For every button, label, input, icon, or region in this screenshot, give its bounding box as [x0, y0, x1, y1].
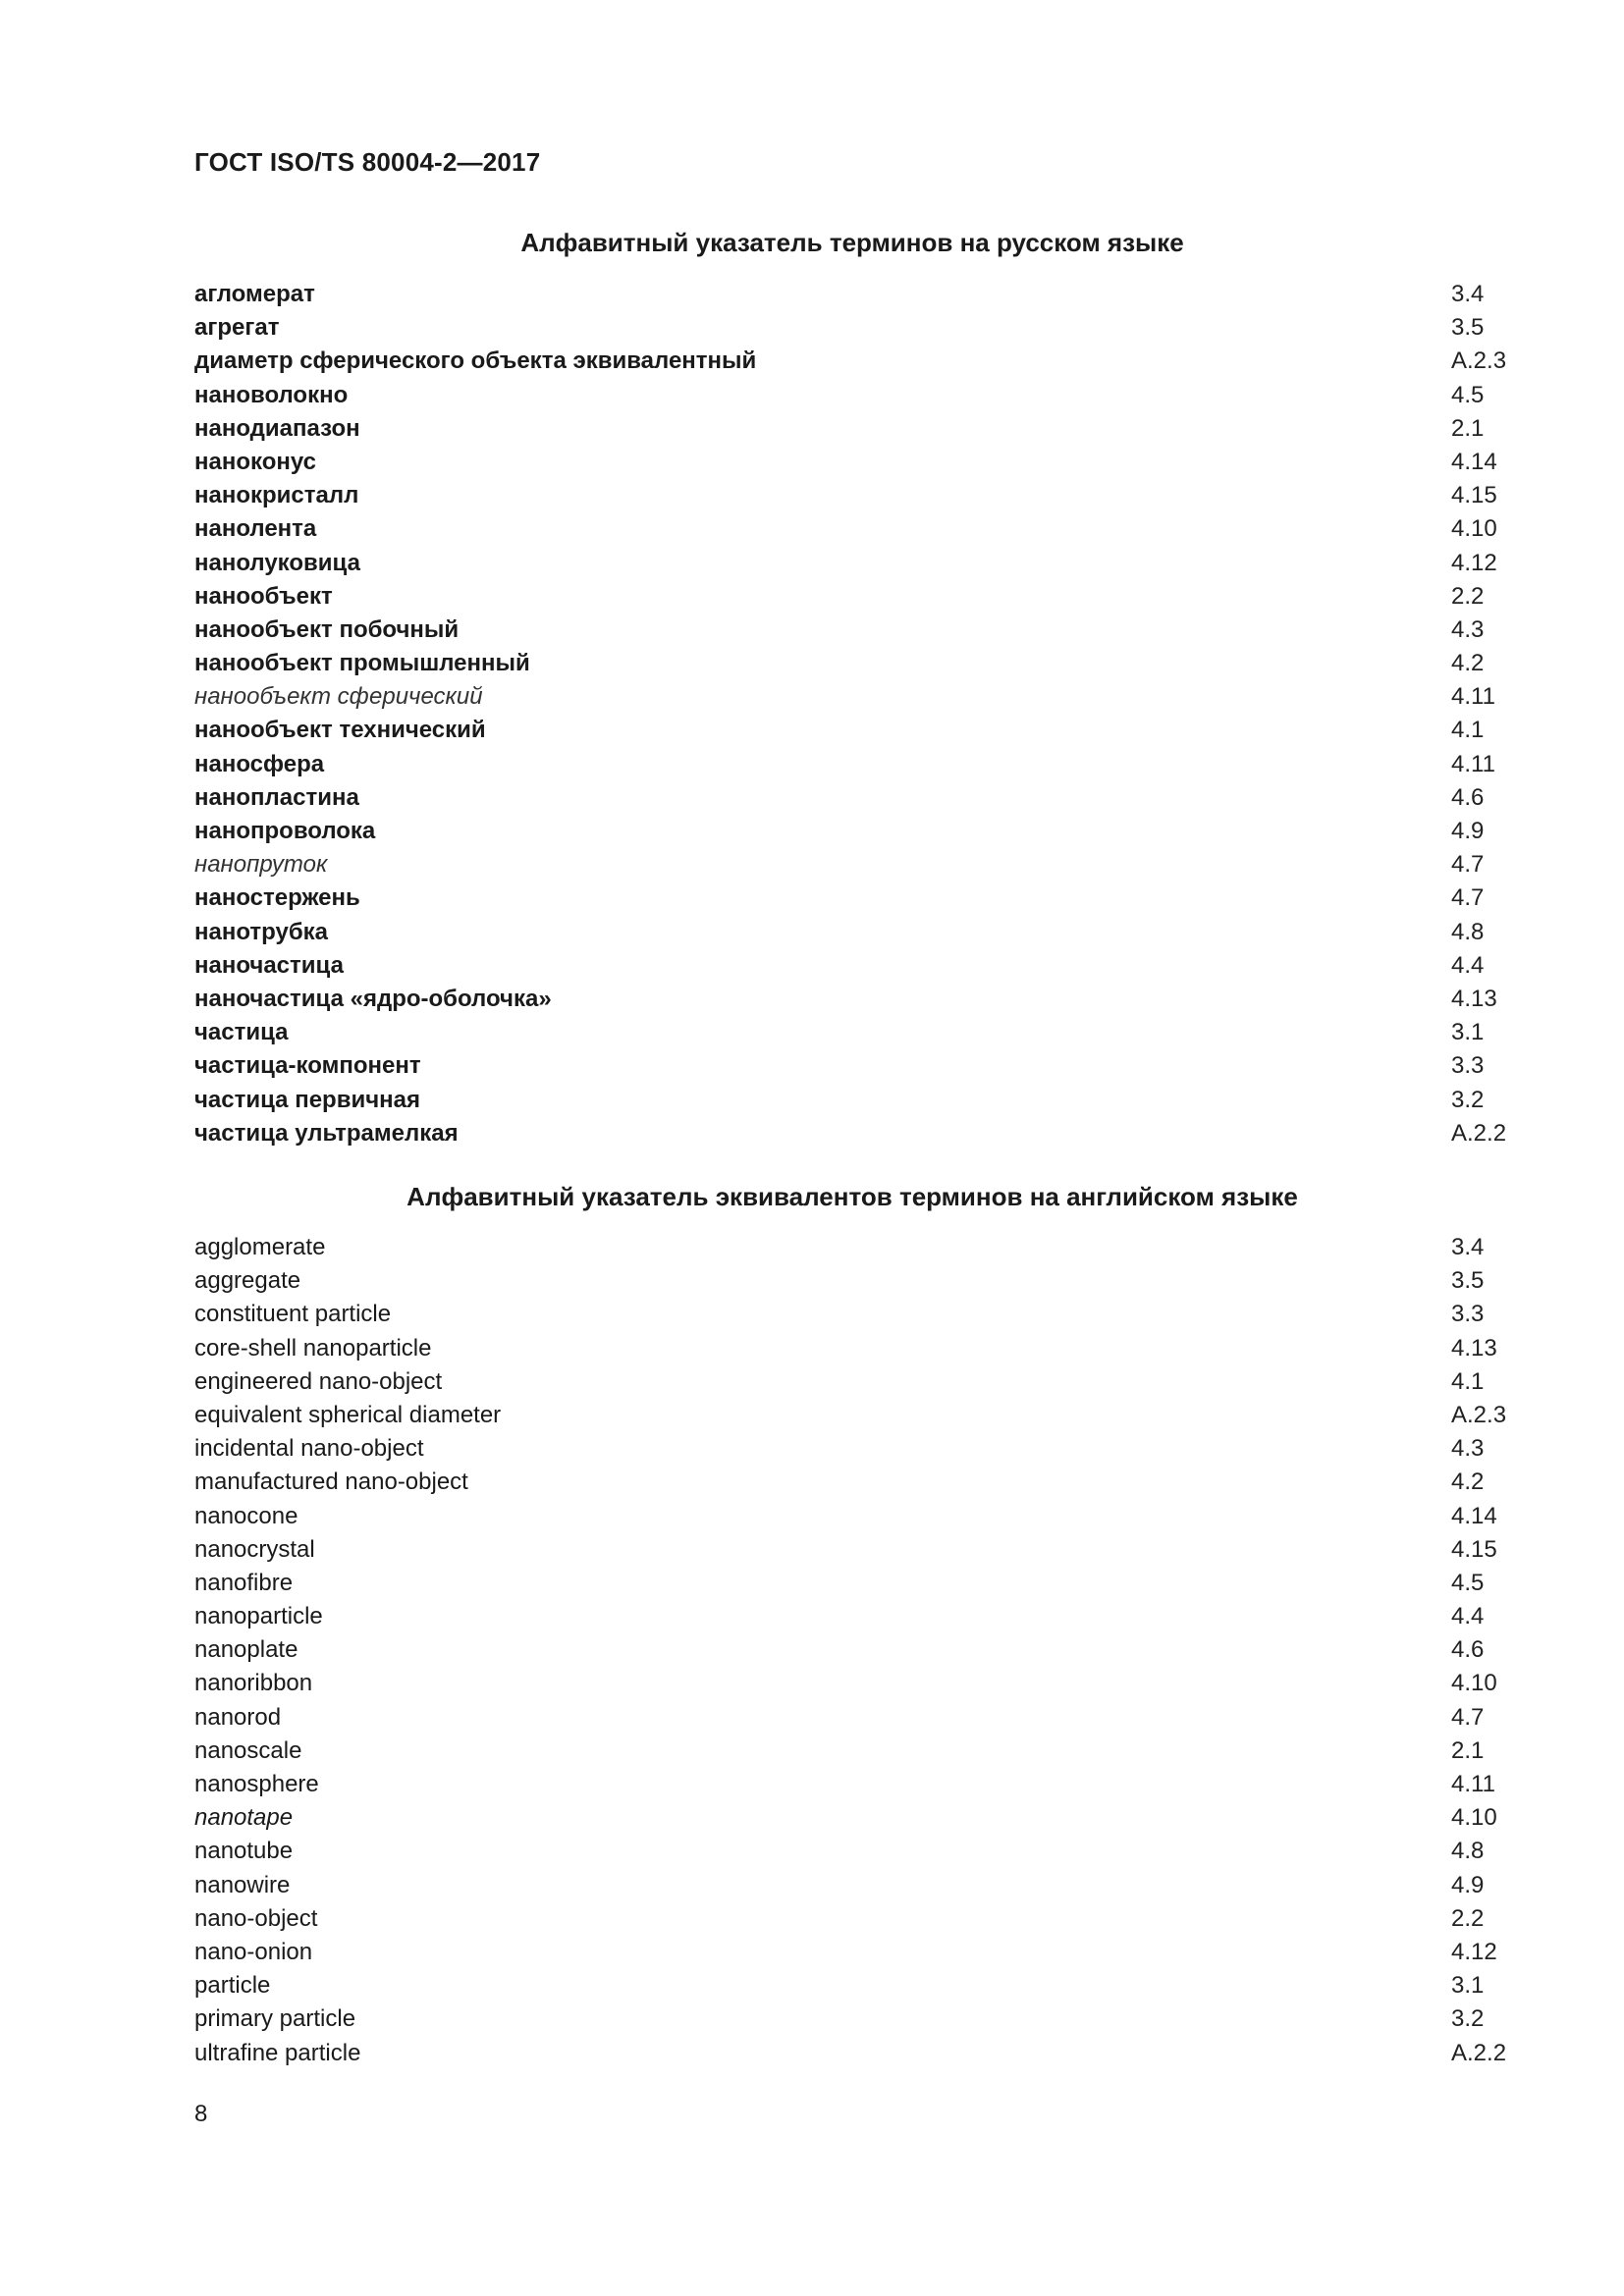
- index-entry: [194, 680, 1510, 714]
- index-term: nanoparticle: [194, 1603, 323, 1630]
- index-entry: [194, 1667, 1510, 1700]
- index-term: нанопроволока: [194, 818, 376, 844]
- index-entry: [194, 2037, 1510, 2070]
- index-reference: 3.3: [1451, 1052, 1485, 1080]
- index-reference: 3.2: [1451, 1086, 1485, 1113]
- index-reference: A.2.2: [1451, 1119, 1507, 1147]
- index-reference: 3.4: [1451, 281, 1485, 307]
- index-term: engineered nano-object: [194, 1367, 443, 1395]
- index-reference: 4.6: [1451, 1636, 1485, 1664]
- index-entry: [194, 983, 1510, 1016]
- index-entry: [194, 479, 1510, 512]
- index-term: нановолокно: [194, 381, 349, 408]
- index-term: constituent particle: [194, 1301, 392, 1328]
- index-term: manufactured nano-object: [194, 1468, 468, 1496]
- index-term: нанопластина: [194, 783, 359, 811]
- index-entry: [194, 714, 1510, 747]
- index-entry: [194, 1735, 1510, 1768]
- index-term: нанолента: [194, 515, 317, 543]
- index-entry: [194, 311, 1510, 345]
- index-reference: 2.1: [1451, 414, 1485, 442]
- index-reference: A.2.3: [1451, 1401, 1507, 1428]
- index-term: particle: [194, 1972, 271, 2000]
- index-reference: 4.10: [1451, 1670, 1497, 1697]
- index-entry: [194, 1399, 1510, 1432]
- index-term: primary particle: [194, 2005, 356, 2033]
- russian-index-title: Алфавитный указатель терминов на русском языке: [520, 228, 1184, 257]
- page-number: 8: [194, 2101, 208, 2127]
- index-term: нанопруток: [194, 851, 328, 879]
- index-reference: 2.2: [1451, 582, 1485, 610]
- index-term: нанообъект: [194, 582, 333, 610]
- index-entry: [194, 1466, 1510, 1499]
- index-reference: 4.11: [1451, 1771, 1495, 1797]
- index-entry: [194, 1969, 1510, 2002]
- index-entry: [194, 781, 1510, 815]
- index-reference: A.2.2: [1451, 2039, 1507, 2066]
- index-entry: [194, 1936, 1510, 1969]
- index-term: нанодиапазон: [194, 414, 360, 442]
- index-term: наночастица: [194, 951, 344, 979]
- index-reference: 4.15: [1451, 482, 1497, 509]
- index-term: частица ультрамелкая: [194, 1119, 459, 1147]
- index-entry: [194, 1835, 1510, 1868]
- index-entry: [194, 1298, 1510, 1331]
- index-reference: 4.7: [1451, 851, 1485, 879]
- index-term: nanocone: [194, 1502, 298, 1529]
- index-entry: [194, 1768, 1510, 1801]
- index-term: диаметр сферического объекта эквивалентный: [194, 347, 757, 375]
- index-term: aggregate: [194, 1267, 301, 1295]
- index-term: наностержень: [194, 884, 360, 912]
- index-term: nano-onion: [194, 1938, 313, 1965]
- english-index-title: Алфавитный указатель эквивалентов терминов на английском языке: [406, 1182, 1298, 1211]
- index-reference: 4.4: [1451, 1603, 1485, 1630]
- index-entry: [194, 379, 1510, 412]
- index-reference: 4.9: [1451, 818, 1485, 844]
- index-entry: [194, 547, 1510, 580]
- index-reference: 3.5: [1451, 1267, 1485, 1295]
- index-term: nanoplate: [194, 1636, 298, 1664]
- english-index-list: [194, 1231, 1510, 2070]
- index-reference: 4.2: [1451, 1468, 1485, 1496]
- index-entry: [194, 1117, 1510, 1150]
- index-reference: 3.4: [1451, 1234, 1485, 1260]
- index-reference: 4.12: [1451, 1938, 1497, 1965]
- index-entry: [194, 2002, 1510, 2036]
- index-term: нанообъект сферический: [194, 683, 483, 711]
- index-reference: 4.7: [1451, 884, 1485, 912]
- index-entry: [194, 916, 1510, 949]
- index-term: нанокристалл: [194, 482, 359, 509]
- index-reference: 4.7: [1451, 1703, 1485, 1731]
- index-entry: [194, 647, 1510, 680]
- index-term: nanoribbon: [194, 1670, 313, 1697]
- index-term: нанотрубка: [194, 918, 329, 945]
- index-entry: [194, 1264, 1510, 1298]
- index-reference: 3.1: [1451, 1019, 1485, 1046]
- index-term: наносфера: [194, 750, 325, 777]
- index-reference: 4.11: [1451, 683, 1495, 711]
- index-entry: [194, 278, 1510, 311]
- index-term: nanowire: [194, 1871, 291, 1898]
- index-entry: [194, 748, 1510, 781]
- index-term: нанолуковица: [194, 549, 360, 576]
- index-reference: 4.10: [1451, 515, 1497, 543]
- index-term: agglomerate: [194, 1234, 326, 1260]
- index-entry: [194, 512, 1510, 546]
- index-term: nanorod: [194, 1703, 282, 1731]
- index-reference: 3.1: [1451, 1972, 1485, 2000]
- index-reference: 4.4: [1451, 951, 1485, 979]
- index-term: частица: [194, 1019, 289, 1046]
- index-entry: [194, 1332, 1510, 1365]
- index-term: incidental nano-object: [194, 1435, 424, 1463]
- index-entry: [194, 614, 1510, 647]
- index-reference: 4.14: [1451, 1502, 1497, 1529]
- index-term: core-shell nanoparticle: [194, 1334, 432, 1362]
- index-term: nanocrystal: [194, 1535, 315, 1563]
- index-term: агломерат: [194, 281, 315, 307]
- index-reference: 4.13: [1451, 1334, 1497, 1362]
- index-entry: [194, 848, 1510, 881]
- index-reference: 4.8: [1451, 918, 1485, 945]
- index-reference: 4.11: [1451, 750, 1495, 777]
- index-term: нанообъект технический: [194, 717, 486, 744]
- index-entry: [194, 1600, 1510, 1633]
- index-reference: 3.5: [1451, 314, 1485, 342]
- index-reference: 3.3: [1451, 1301, 1485, 1328]
- document-id-header: ГОСТ ISO/TS 80004-2—2017: [194, 147, 541, 177]
- index-entry: [194, 1084, 1510, 1117]
- index-term: нанообъект промышленный: [194, 650, 530, 677]
- index-term: nanotube: [194, 1838, 294, 1865]
- index-term: наноконус: [194, 448, 316, 475]
- index-term: nano-object: [194, 1904, 318, 1932]
- index-term: агрегат: [194, 314, 280, 342]
- index-reference: 4.13: [1451, 985, 1497, 1012]
- index-entry: [194, 1701, 1510, 1735]
- index-entry: [194, 1231, 1510, 1264]
- index-reference: 4.14: [1451, 448, 1497, 475]
- index-reference: 4.5: [1451, 381, 1485, 408]
- index-term: equivalent spherical diameter: [194, 1401, 502, 1428]
- russian-index-list: [194, 278, 1510, 1150]
- index-reference: 4.3: [1451, 615, 1485, 643]
- index-reference: 4.6: [1451, 783, 1485, 811]
- index-reference: 4.12: [1451, 549, 1497, 576]
- index-term: частица-компонент: [194, 1052, 421, 1080]
- index-reference: 4.15: [1451, 1535, 1497, 1563]
- index-term: ultrafine particle: [194, 2039, 361, 2066]
- index-entry: [194, 881, 1510, 915]
- index-term: nanotape: [194, 1804, 294, 1832]
- index-reference: 3.2: [1451, 2005, 1485, 2033]
- index-entry: [194, 1902, 1510, 1936]
- index-entry: [194, 580, 1510, 614]
- index-entry: [194, 1801, 1510, 1835]
- index-entry: [194, 345, 1510, 378]
- index-entry: [194, 1016, 1510, 1049]
- index-term: наночастица «ядро-оболочка»: [194, 985, 552, 1012]
- index-term: nanoscale: [194, 1736, 302, 1764]
- index-reference: 4.9: [1451, 1871, 1485, 1898]
- index-reference: 4.2: [1451, 650, 1485, 677]
- index-reference: 2.2: [1451, 1904, 1485, 1932]
- index-entry: [194, 949, 1510, 983]
- index-term: nanosphere: [194, 1771, 319, 1797]
- index-entry: [194, 1432, 1510, 1466]
- index-entry: [194, 1049, 1510, 1083]
- index-reference: 4.1: [1451, 717, 1485, 744]
- index-term: нанообъект побочный: [194, 615, 460, 643]
- index-reference: A.2.3: [1451, 347, 1507, 375]
- index-reference: 4.3: [1451, 1435, 1485, 1463]
- index-entry: [194, 446, 1510, 479]
- index-reference: 4.10: [1451, 1804, 1497, 1832]
- index-reference: 4.1: [1451, 1367, 1485, 1395]
- index-entry: [194, 412, 1510, 446]
- index-entry: [194, 815, 1510, 848]
- index-entry: [194, 1533, 1510, 1567]
- index-reference: 4.8: [1451, 1838, 1485, 1865]
- index-entry: [194, 1869, 1510, 1902]
- index-term: частица первичная: [194, 1086, 420, 1113]
- index-entry: [194, 1500, 1510, 1533]
- index-reference: 2.1: [1451, 1736, 1485, 1764]
- index-entry: [194, 1567, 1510, 1600]
- index-entry: [194, 1365, 1510, 1399]
- index-entry: [194, 1633, 1510, 1667]
- index-term: nanofibre: [194, 1569, 294, 1596]
- index-reference: 4.5: [1451, 1569, 1485, 1596]
